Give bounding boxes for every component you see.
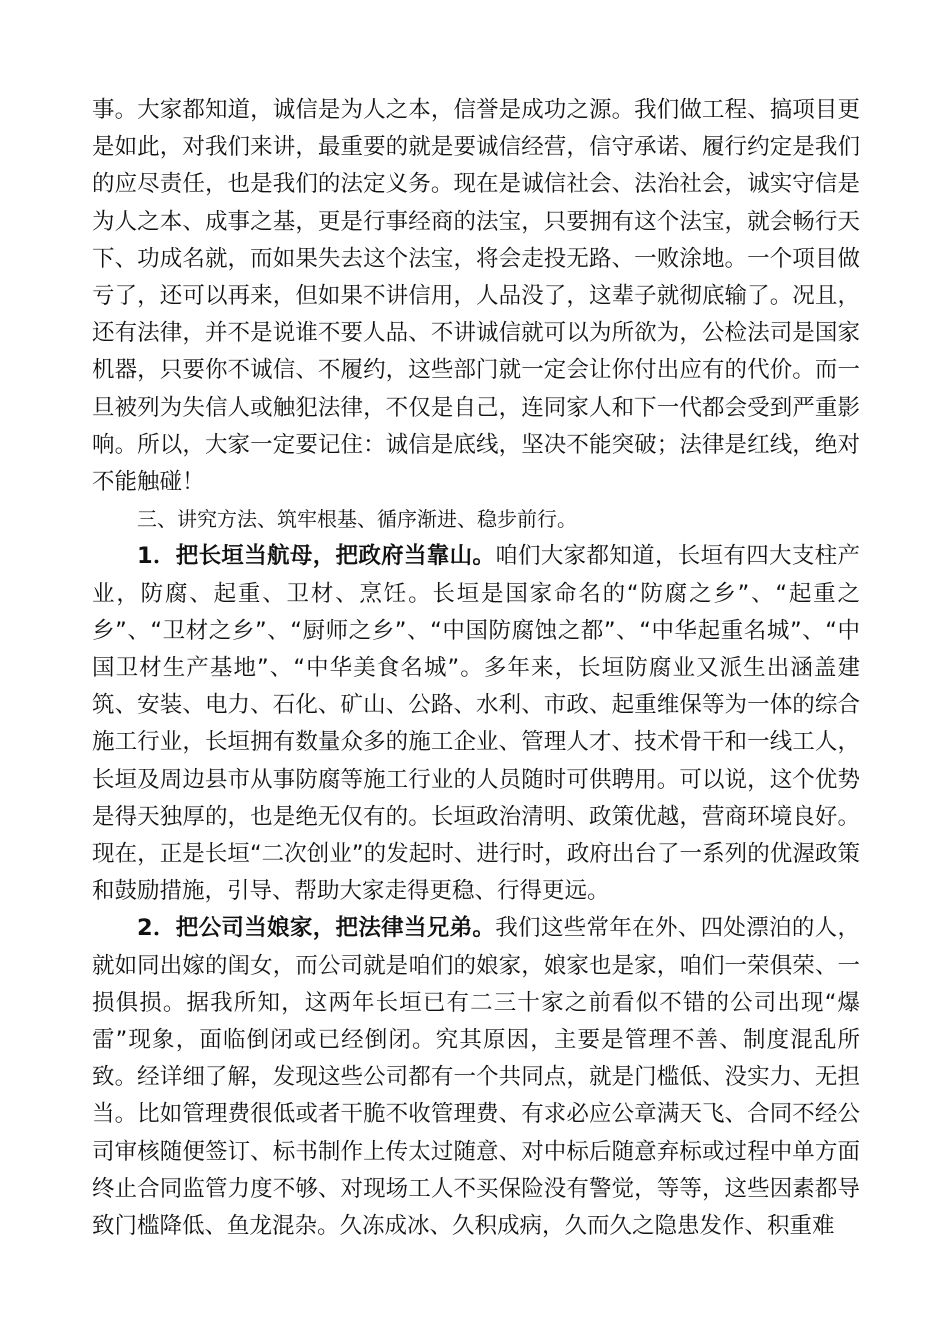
section-heading-three xyxy=(92,501,860,538)
paragraph-text: 咱们大家都知道，长垣有四大支柱产业，防腐、起重、卫材、烹饪。长垣是国家命名的“防腐之乡”、“起重之乡”、“卫材之乡”、“厨师之乡”、“中国防腐蚀之都”、“中华起重名城”、“中国卫材生产基地”、“中华美食名城”。多年来，长垣防腐业又派生出涵盖建筑、安装、电力、石化、矿山、公路、水利、市政、起重维保等为一体的综合施工行业，长垣拥有数量众多的施工企业、管理人才、技术骨干和一线工人，长垣及周边县市从事防腐等施工行业的人员随时可供聘用。可以说，这个优势是得天独厚的，也是绝无仅有的。长垣政治清明、政策优越，营商环境良好。现在，正是长垣“二次创业”的发起时、进行时，政府出台了一系列的优渥政策和鼓励措施，引导、帮助大家走得更稳、行得更远。 xyxy=(92,543,860,905)
document-page xyxy=(92,92,860,1245)
point-two-lead: 2．把公司当娘家，把法律当兄弟。 xyxy=(137,915,496,942)
paragraph-text: 事。大家都知道，诚信是为人之本，信誉是成功之源。我们做工程、搞项目更是如此，对我们来讲，最重要的就是要诚信经营，信守承诺、履行约定是我们的应尽责任，也是我们的法定义务。现在是诚信社会、法治社会，诚实守信是为人之本、成事之基，更是行事经商的法宝，只要拥有这个法宝，就会畅行天下、功成名就，而如果失去这个法宝，将会走投无路、一败涂地。一个项目做亏了，还可以再来，但如果不讲信用，人品没了，这辈子就彻底输了。况且，还有法律，并不是说谁不要人品、不讲诚信就可以为所欲为，公检法司是国家机器，只要你不诚信、不履约，这些部门就一定会让你付出应有的代价。而一旦被列为失信人或触犯法律，不仅是自己，连同家人和下一代都会受到严重影响。所以，大家一定要记住：诚信是底线，坚决不能突破；法律是红线，绝对不能触碰！ xyxy=(92,97,860,496)
paragraph-text: 我们这些常年在外、四处漂泊的人，就如同出嫁的闺女，而公司就是咱们的娘家，娘家也是家，咱们一荣俱荣、一损俱损。据我所知，这两年长垣已有二三十家之前看似不错的公司出现“爆雷”现象，面临倒闭或已经倒闭。究其原因，主要是管理不善、制度混乱所致。经详细了解，发现这些公司都有一个共同点，就是门槛低、没实力、无担当。比如管理费很低或者干脆不收管理费、有求必应公章满天飞、合同不经公司审核随便签订、标书制作上传太过随意、对中标后随意弃标或过程中单方面终止合同监管力度不够、对现场工人不买保险没有警觉，等等，这些因素都导致门槛降低、鱼龙混杂。久冻成冰、久积成病，久而久之隐患发作、积重难 xyxy=(92,915,860,1240)
body-paragraph-point-one xyxy=(92,538,860,910)
body-paragraph-point-two xyxy=(92,910,860,1245)
point-one-lead: 1．把长垣当航母，把政府当靠山。 xyxy=(137,543,496,570)
body-paragraph-integrity xyxy=(92,92,860,501)
heading-text: 三、讲究方法、筑牢根基、循序渐进、稳步前行。 xyxy=(137,507,577,532)
